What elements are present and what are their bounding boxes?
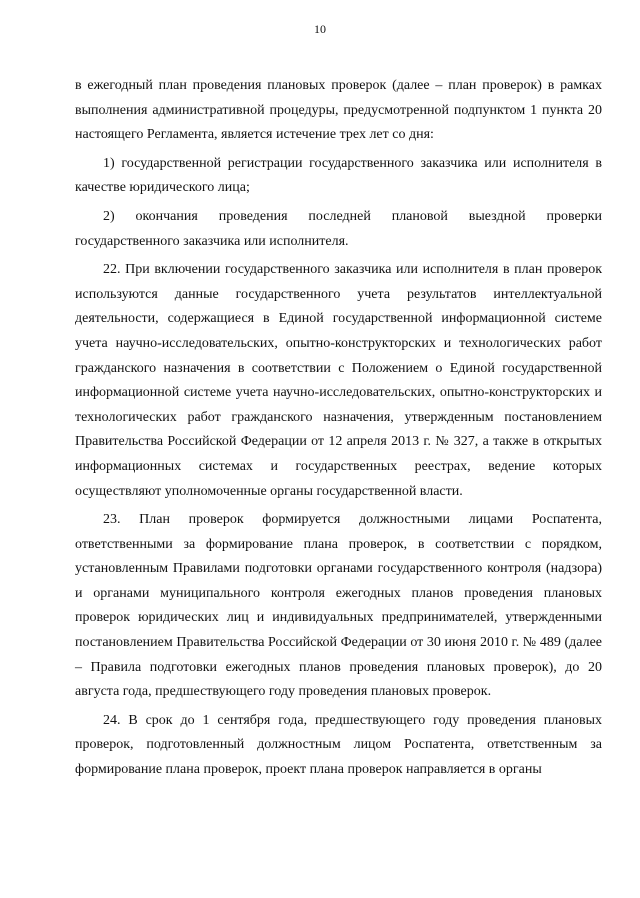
paragraph-continuation: в ежегодный план проведения плановых проверок (далее – план проверок) в рамках выполнения административной процедуры, предусмотренной подпунктом 1 пункта 20 настоящего Регламента, является истечение трех лет со дня: (75, 78, 602, 143)
page-number: 10 (314, 22, 326, 36)
document-body (75, 74, 602, 783)
paragraph-24: 24. В срок до 1 сентября года, предшествующего году проведения плановых проверок, подготовленный должностным лицом Роспатента, ответственным за формирование плана проверок, проект плана проверок направляется в органы (75, 712, 602, 778)
paragraph-23: 23. План проверок формируется должностными лицами Роспатента, ответственными за формирование плана проверок, в соответствии с порядком, установленным Правилами подготовки органами государственного контроля (надзора) и органами муниципального контроля ежегодных планов проведения плановых проверок юридических лиц и индивидуальных предпринимателей, утвержденными постановлением Правительства Российской Федерации от 30 июня 2010 г. № 489 (далее – Правила подготовки ежегодных планов проведения плановых проверок), до 20 августа года, предшествующего году проведения плановых проверок. (75, 512, 602, 700)
paragraph-22: 22. При включении государственного заказчика или исполнителя в план проверок используются данные государственного учета результатов интеллектуальной деятельности, содержащиеся в Единой государственной информационной системе учета научно-исследовательских, опытно-конструкторских и технологических работ гражданского назначения в соответствии с Положением о Единой государственной информационной системе учета научно-исследовательских, опытно-конструкторских и технологических работ гражданского назначения, утвержденным постановлением Правительства Российской Федерации от 12 апреля 2013 г. № 327, а также в открытых информационных системах и государственных реестрах, ведение которых осуществляют уполномоченные органы государственной власти. (75, 262, 602, 499)
list-item-2: 2) окончания проведения последней плановой выездной проверки государственного заказчика или исполнителя. (75, 208, 602, 249)
list-item-1: 1) государственной регистрации государственного заказчика или исполнителя в качестве юридического лица; (75, 155, 602, 196)
